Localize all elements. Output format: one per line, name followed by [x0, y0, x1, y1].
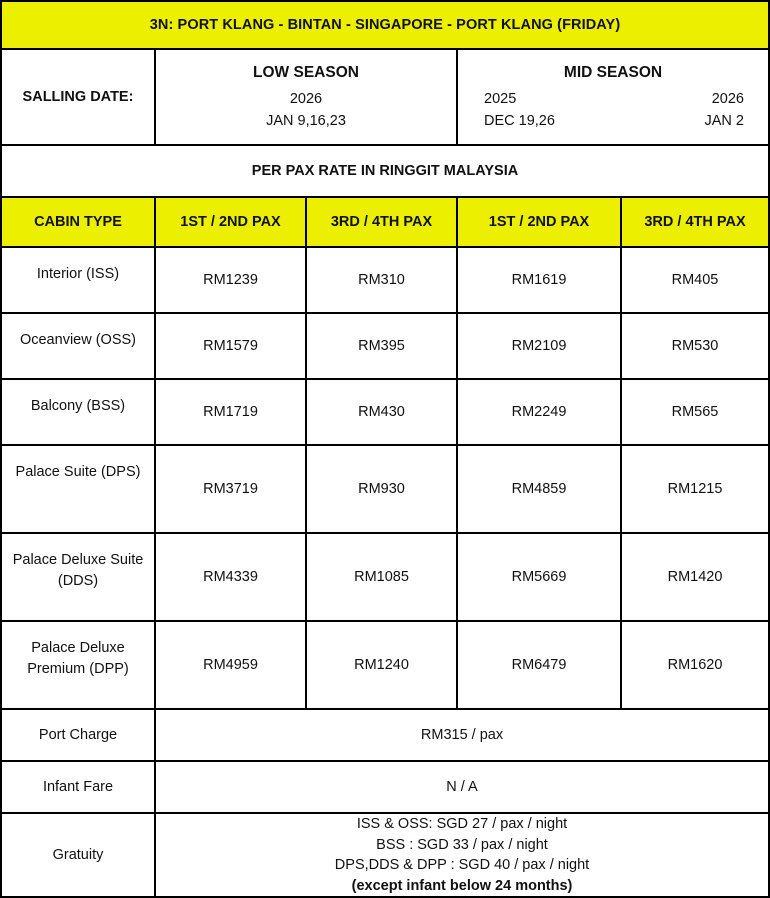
price-cell: RM395 — [306, 313, 457, 379]
price-cell: RM530 — [621, 313, 769, 379]
mid-season-year-1: 2025 — [484, 90, 517, 107]
gratuity-label: Gratuity — [1, 813, 155, 897]
price-cell: RM1620 — [621, 621, 769, 709]
rate-banner-row — [1, 145, 769, 197]
table-row — [1, 313, 769, 379]
price-cell: RM310 — [306, 247, 457, 313]
sheet-title: 3N: PORT KLANG - BINTAN - SINGAPORE - PORT KLANG (FRIDAY) — [1, 1, 769, 49]
price-cell: RM1240 — [306, 621, 457, 709]
gratuity-line: DPS,DDS & DPP : SGD 40 / pax / night — [334, 857, 590, 874]
mid-season-cell — [457, 49, 769, 145]
price-cell: RM4959 — [155, 621, 306, 709]
column-header-cabin-type: CABIN TYPE — [1, 197, 155, 247]
price-cell: RM1239 — [155, 247, 306, 313]
cabin-type-label: Palace Deluxe Suite (DDS) — [1, 533, 155, 621]
rate-banner: PER PAX RATE IN RINGGIT MALAYSIA — [1, 145, 769, 197]
low-season-cell — [155, 49, 457, 145]
column-header-mid-3rd-4th: 3RD / 4TH PAX — [621, 197, 769, 247]
low-season-year: 2026 — [289, 90, 323, 107]
price-cell: RM3719 — [155, 445, 306, 533]
infant-fare-label: Infant Fare — [1, 761, 155, 813]
table-row — [1, 445, 769, 533]
price-cell: RM5669 — [457, 533, 621, 621]
price-cell: RM6479 — [457, 621, 621, 709]
mid-season-title: MID SEASON — [563, 63, 663, 81]
mid-season-year-2: 2026 — [711, 90, 744, 107]
price-cell: RM565 — [621, 379, 769, 445]
low-season-title: LOW SEASON — [253, 63, 359, 81]
sailing-date-label: SALLING DATE: — [1, 49, 155, 145]
table-row — [1, 621, 769, 709]
cabin-type-label: Palace Suite (DPS) — [1, 445, 155, 533]
low-season-date-list: JAN 9,16,23 — [266, 113, 346, 129]
mid-season-date-list-2: JAN 2 — [704, 113, 744, 129]
column-header-row — [1, 197, 769, 247]
price-cell: RM1619 — [457, 247, 621, 313]
price-cell: RM2249 — [457, 379, 621, 445]
table-row — [1, 533, 769, 621]
gratuity-line: ISS & OSS: SGD 27 / pax / night — [356, 816, 568, 832]
price-cell: RM1579 — [155, 313, 306, 379]
price-cell: RM405 — [621, 247, 769, 313]
price-cell: RM1719 — [155, 379, 306, 445]
price-cell: RM1085 — [306, 533, 457, 621]
price-cell: RM4859 — [457, 445, 621, 533]
gratuity-details — [155, 813, 769, 897]
infant-fare-row — [1, 761, 769, 813]
price-cell: RM430 — [306, 379, 457, 445]
table-row — [1, 379, 769, 445]
cabin-type-label: Balcony (BSS) — [1, 379, 155, 445]
gratuity-line: BSS : SGD 33 / pax / night — [376, 836, 548, 853]
cabin-type-label: Oceanview (OSS) — [1, 313, 155, 379]
title-row — [1, 1, 769, 49]
price-cell: RM1215 — [621, 445, 769, 533]
table-row — [1, 247, 769, 313]
cabin-type-label: Palace Deluxe Premium (DPP) — [1, 621, 155, 709]
gratuity-row — [1, 813, 769, 897]
cabin-type-label: Interior (ISS) — [1, 247, 155, 313]
column-header-low-3rd-4th: 3RD / 4TH PAX — [306, 197, 457, 247]
mid-season-group-2 — [705, 88, 745, 133]
low-season-dates — [156, 88, 456, 133]
infant-fare-value: N / A — [155, 761, 769, 813]
price-cell: RM2109 — [457, 313, 621, 379]
mid-season-date-list-1: DEC 19,26 — [484, 113, 555, 129]
mid-season-group-1 — [484, 88, 555, 133]
price-cell: RM1420 — [621, 533, 769, 621]
column-header-mid-1st-2nd: 1ST / 2ND PAX — [457, 197, 621, 247]
sailing-date-row — [1, 49, 769, 145]
port-charge-label: Port Charge — [1, 709, 155, 761]
mid-season-dates — [458, 88, 768, 133]
price-cell: RM930 — [306, 445, 457, 533]
port-charge-row — [1, 709, 769, 761]
gratuity-note: (except infant below 24 months) — [351, 877, 573, 894]
port-charge-value: RM315 / pax — [155, 709, 769, 761]
column-header-low-1st-2nd: 1ST / 2ND PAX — [155, 197, 306, 247]
price-cell: RM4339 — [155, 533, 306, 621]
